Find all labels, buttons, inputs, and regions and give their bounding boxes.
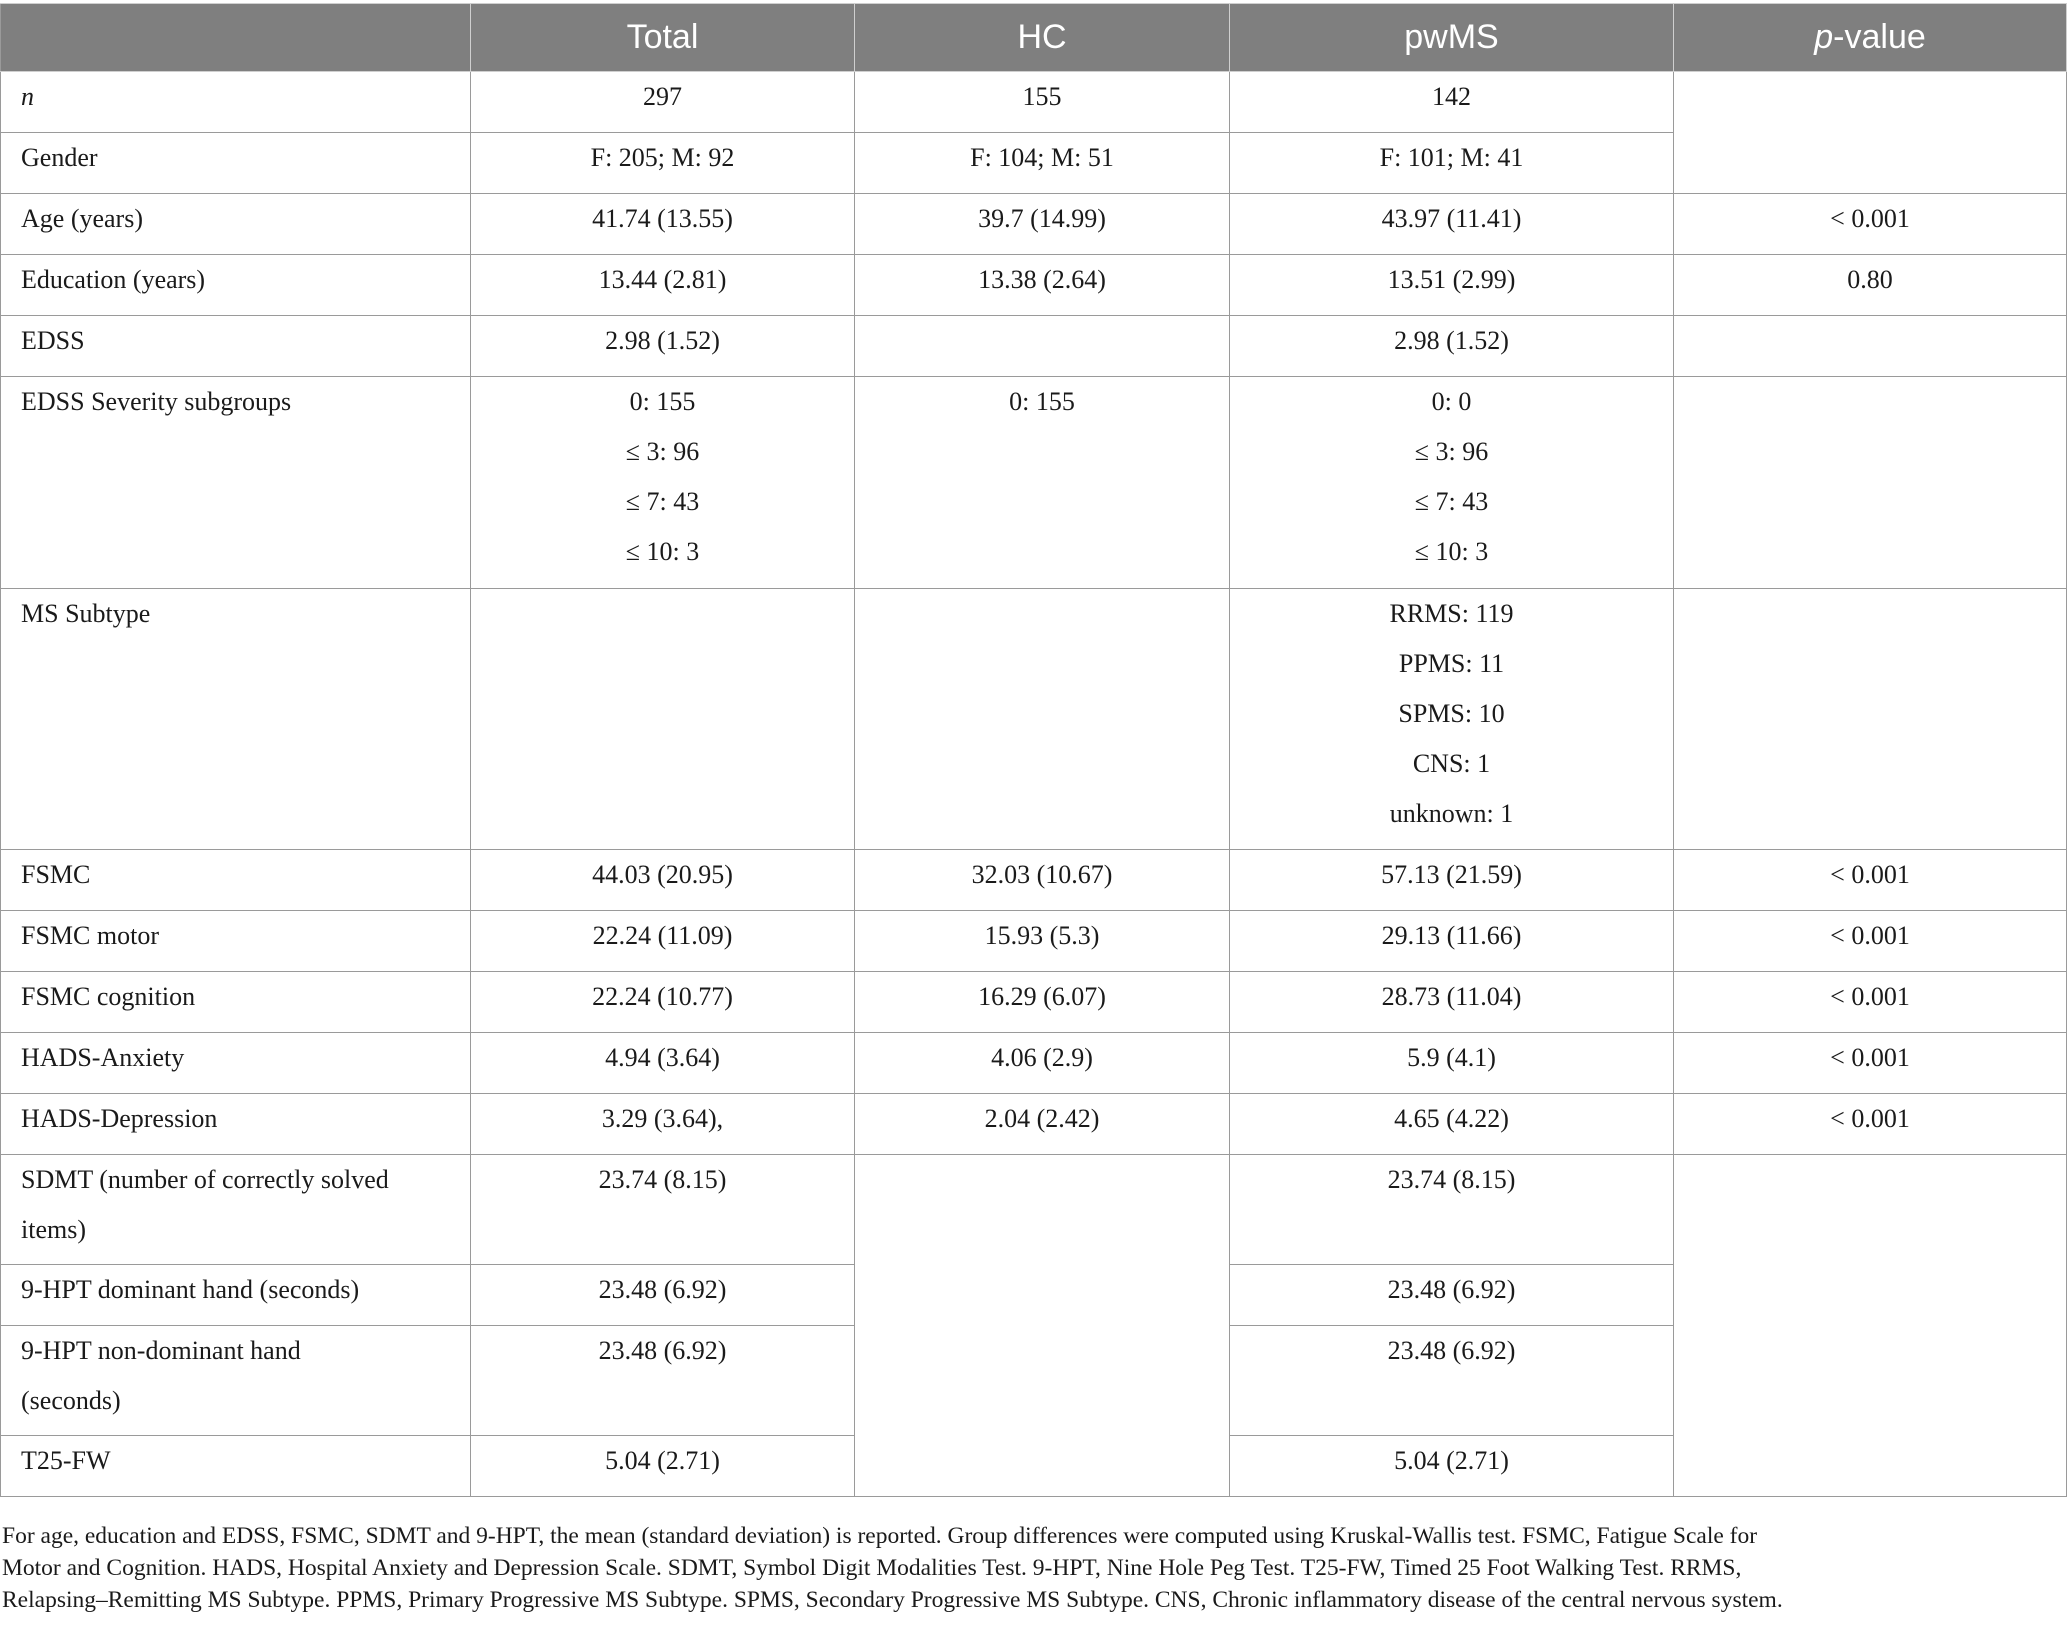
cell-total-empty <box>471 589 855 850</box>
cell-pwms: 13.51 (2.99) <box>1230 255 1674 316</box>
subtype-line: SPMS: 10 <box>1398 699 1505 728</box>
subgroup-line: ≤ 7: 43 <box>1414 487 1489 516</box>
cell-total: 5.04 (2.71) <box>471 1436 855 1497</box>
subtype-line: CNS: 1 <box>1412 749 1491 778</box>
row-label: Age (years) <box>1 194 471 255</box>
row-label-line: 9-HPT non-dominant hand <box>21 1336 301 1365</box>
cell-total: 4.94 (3.64) <box>471 1033 855 1094</box>
cell-pwms: 43.97 (11.41) <box>1230 194 1674 255</box>
footnote-line: Motor and Cognition. HADS, Hospital Anxiety and Depression Scale. SDMT, Symbol Digit Modalities Test. 9-HPT, Nine Hole Peg Test. T25-FW, Timed 25 Foot Walking Test. RRMS, <box>2 1555 1742 1581</box>
row-label: n <box>1 72 471 133</box>
row-label: Education (years) <box>1 255 471 316</box>
row-label: HADS-Anxiety <box>1 1033 471 1094</box>
cell-pwms: 57.13 (21.59) <box>1230 850 1674 911</box>
subgroup-line: 0: 155 <box>629 387 696 416</box>
header-blank <box>1 4 471 72</box>
subgroup-line: ≤ 7: 43 <box>625 487 700 516</box>
subtype-line: RRMS: 119 <box>1389 599 1514 628</box>
p-value-suffix: -value <box>1833 18 1926 56</box>
cell-pwms: 5.9 (4.1) <box>1230 1033 1674 1094</box>
cell-hc: 2.04 (2.42) <box>855 1094 1230 1155</box>
cell-hc: 16.29 (6.07) <box>855 972 1230 1033</box>
demographics-table <box>0 3 2067 1497</box>
table-row <box>1 316 2067 377</box>
row-label: FSMC cognition <box>1 972 471 1033</box>
cell-total: 22.24 (10.77) <box>471 972 855 1033</box>
cell-total: 2.98 (1.52) <box>471 316 855 377</box>
cell-p: < 0.001 <box>1674 972 2067 1033</box>
cell-total <box>471 377 855 589</box>
table-row <box>1 1155 2067 1265</box>
cell-p: 0.80 <box>1674 255 2067 316</box>
table-row <box>1 72 2067 133</box>
cell-hc-empty <box>855 1155 1230 1497</box>
row-label: Gender <box>1 133 471 194</box>
cell-hc <box>855 316 1230 377</box>
table-row <box>1 377 2067 589</box>
table-row <box>1 1033 2067 1094</box>
table-row <box>1 194 2067 255</box>
row-label-line: SDMT (number of correctly solved <box>21 1165 389 1194</box>
cell-total: 297 <box>471 72 855 133</box>
row-label: FSMC <box>1 850 471 911</box>
row-label: 9-HPT dominant hand (seconds) <box>1 1265 471 1326</box>
header-pwms: pwMS <box>1230 4 1674 72</box>
cell-pwms: 29.13 (11.66) <box>1230 911 1674 972</box>
cell-hc <box>855 377 1230 589</box>
row-label: FSMC motor <box>1 911 471 972</box>
cell-total: 23.48 (6.92) <box>471 1326 855 1436</box>
cell-pwms: 23.74 (8.15) <box>1230 1155 1674 1265</box>
row-label: EDSS Severity subgroups <box>1 377 471 589</box>
cell-pwms: F: 101; M: 41 <box>1230 133 1674 194</box>
subtype-line: unknown: 1 <box>1389 799 1514 828</box>
subgroup-line: ≤ 10: 3 <box>1414 537 1489 566</box>
cell-total: 3.29 (3.64), <box>471 1094 855 1155</box>
cell-p: < 0.001 <box>1674 850 2067 911</box>
header-row <box>1 4 2067 72</box>
subgroup-line: 0: 155 <box>1009 387 1075 416</box>
table-row <box>1 972 2067 1033</box>
cell-pwms: 2.98 (1.52) <box>1230 316 1674 377</box>
subtype-line: PPMS: 11 <box>1398 649 1505 678</box>
table-row <box>1 589 2067 850</box>
cell-p: < 0.001 <box>1674 1033 2067 1094</box>
table-row <box>1 1094 2067 1155</box>
cell-hc: 15.93 (5.3) <box>855 911 1230 972</box>
table-row <box>1 255 2067 316</box>
row-label: T25-FW <box>1 1436 471 1497</box>
cell-hc: 155 <box>855 72 1230 133</box>
table-row <box>1 850 2067 911</box>
header-p-value <box>1674 4 2067 72</box>
cell-hc: 32.03 (10.67) <box>855 850 1230 911</box>
row-label: MS Subtype <box>1 589 471 850</box>
header-hc: HC <box>855 4 1230 72</box>
cell-hc: F: 104; M: 51 <box>855 133 1230 194</box>
p-italic: p <box>1814 18 1834 56</box>
cell-p-empty <box>1674 72 2067 194</box>
cell-p: < 0.001 <box>1674 911 2067 972</box>
cell-p-empty <box>1674 589 2067 850</box>
footnote-line: Relapsing–Remitting MS Subtype. PPMS, Primary Progressive MS Subtype. SPMS, Secondary Progressive MS Subtype. CNS, Chronic inflammatory disease of the central nervous system. <box>2 1587 1783 1613</box>
cell-pwms: 4.65 (4.22) <box>1230 1094 1674 1155</box>
cell-p-empty <box>1674 1155 2067 1497</box>
cell-pwms: 23.48 (6.92) <box>1230 1265 1674 1326</box>
cell-hc: 39.7 (14.99) <box>855 194 1230 255</box>
cell-total: 41.74 (13.55) <box>471 194 855 255</box>
cell-total: 44.03 (20.95) <box>471 850 855 911</box>
cell-total: 23.48 (6.92) <box>471 1265 855 1326</box>
cell-hc: 13.38 (2.64) <box>855 255 1230 316</box>
cell-total: F: 205; M: 92 <box>471 133 855 194</box>
row-label-line: items) <box>21 1215 86 1244</box>
cell-p <box>1674 316 2067 377</box>
subgroup-line: ≤ 3: 96 <box>1414 437 1489 466</box>
row-label: HADS-Depression <box>1 1094 471 1155</box>
cell-p: < 0.001 <box>1674 194 2067 255</box>
cell-total: 13.44 (2.81) <box>471 255 855 316</box>
cell-pwms: 23.48 (6.92) <box>1230 1326 1674 1436</box>
row-label-line: (seconds) <box>21 1386 121 1415</box>
cell-pwms: 5.04 (2.71) <box>1230 1436 1674 1497</box>
subgroup-line: ≤ 3: 96 <box>625 437 700 466</box>
cell-pwms <box>1230 377 1674 589</box>
row-label <box>1 1155 471 1265</box>
cell-hc: 4.06 (2.9) <box>855 1033 1230 1094</box>
row-label <box>1 1326 471 1436</box>
cell-p: < 0.001 <box>1674 1094 2067 1155</box>
cell-hc-empty <box>855 589 1230 850</box>
row-label: EDSS <box>1 316 471 377</box>
header-total: Total <box>471 4 855 72</box>
table-wrapper <box>0 3 2066 1497</box>
subgroup-line: ≤ 10: 3 <box>625 537 700 566</box>
cell-total: 22.24 (11.09) <box>471 911 855 972</box>
cell-pwms: 28.73 (11.04) <box>1230 972 1674 1033</box>
cell-total: 23.74 (8.15) <box>471 1155 855 1265</box>
cell-p-empty <box>1674 377 2067 589</box>
cell-pwms: 142 <box>1230 72 1674 133</box>
table-footnote <box>0 1520 2062 1616</box>
cell-pwms <box>1230 589 1674 850</box>
table-row <box>1 911 2067 972</box>
subgroup-line: 0: 0 <box>1431 387 1472 416</box>
footnote-line: For age, education and EDSS, FSMC, SDMT and 9-HPT, the mean (standard deviation) is reported. Group differences were computed using Kruskal-Wallis test. FSMC, Fatigue Scale for <box>2 1523 1758 1549</box>
